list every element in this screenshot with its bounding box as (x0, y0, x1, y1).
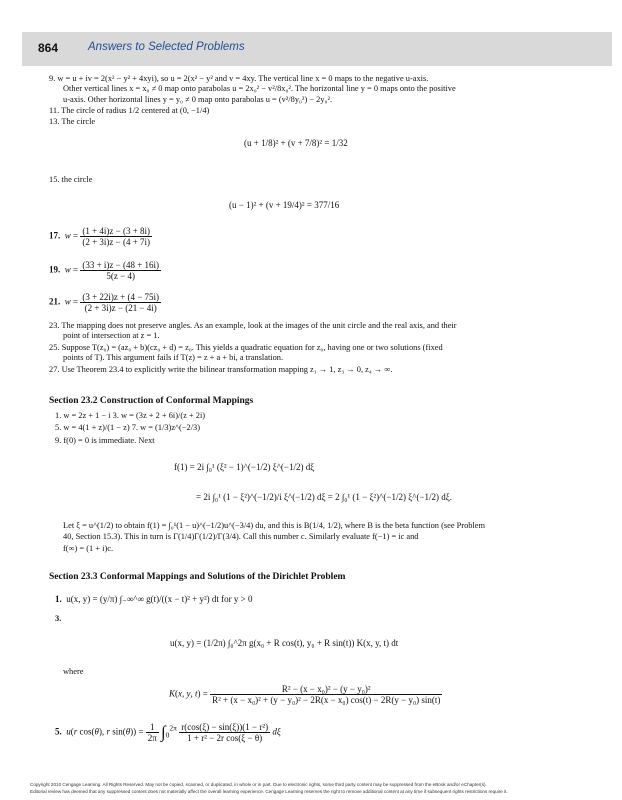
kernel-numerator: R² − (x − x₀)² − (y − y₀)² (210, 684, 442, 695)
equation-13-rhs: = 1/32 (324, 138, 348, 148)
eq21-numerator: (3 + 22i)z + (4 − 75i) (82, 292, 160, 302)
equation-13 (244, 138, 348, 148)
s233-problem-5: 5. u(r cos(θ), r sin(θ)) = $\frac{1}{2\pi}$ $\int_0^{2\pi}$ $\frac{\text{r(cos(ξ) − sin(ξ))(1 − r²)}}{\text{1 + r² − 2r cos(ξ − θ)}}$ dξ (55, 722, 281, 743)
let-line-3: f(∞) = (1 + i)c. (63, 544, 114, 553)
problem-15: 15. the circle (49, 175, 93, 184)
equation-15-lhs: (u − 1)² + (v + 19/4)² (229, 200, 305, 210)
s232-problem-9: 9. f(0) = 0 is immediate. Next (55, 436, 155, 445)
problem-21: 21. w = $\frac{(3 + 22i)z + (4 - 75i)}{(2 + 3i)z - (21 - 4i)}$ (49, 292, 160, 313)
f1-line-2: = 2i ∫₀¹ (1 − ξ²)^(−1/2)/i ξ^(−1/2) dξ = 2 ∫₀¹ (1 − ξ²)^(−1/2) ξ^(−1/2) dξ. (196, 492, 453, 502)
problem-11: 11. The circle of radius 1/2 centered at (0, −1/4) (49, 106, 210, 115)
u3-equation: u(x, y) = (1/2π) ∫₀^2π g(x₀ + R cos(t), y₀ + R sin(t)) K(x, y, t) dt (170, 638, 399, 648)
let-line-1: Let ξ = u^(1/2) to obtain f(1) = ∫₀¹(1 − u)^(−1/2)u^(−3/4) du, and this is B(1/4, 1/2), where B is the beta function (see Problem (63, 521, 486, 530)
eq17-numerator: (1 + 4i)z − (3 + 8i) (82, 226, 151, 236)
problem-25-line-1: 25. Suppose T(z₀) = (az₀ + b)(cz₀ + d) = z₀. This yields a quadratic equation for z₀, having one or two solutions (fixed (49, 343, 443, 352)
page-number: 864 (38, 41, 59, 55)
eq21-denominator: (2 + 3i)z − (21 − 4i) (84, 303, 157, 313)
s233-problem-1: 1. u(x, y) = (y/π) ∫₋∞^∞ g(t)/((x − t)² + y²) dt for y > 0 (55, 594, 253, 604)
eq17-denominator: (2 + 3i)z − (4 + 7i) (82, 237, 151, 247)
problem-9-line-2: Other vertical lines x = x₀ ≠ 0 map onto parabolas u = 2x₀² − v²/8x₀². The horizontal line y = 0 maps onto the positive (63, 84, 456, 93)
equation-15-rhs: = 377/16 (306, 200, 340, 210)
p5-numerator: r(cos(ξ) − sin(ξ))(1 − r²) (181, 722, 269, 732)
section-23-3-heading: Section 23.3 Conformal Mappings and Solutions of the Dirichlet Problem (49, 572, 346, 582)
problem-25-line-2: points of T). This argument fails if T(z) = z + a + bi, a translation. (63, 353, 284, 362)
where-label: where (63, 667, 84, 676)
equation-13-lhs: (u + 1/8)² + (v + 7/8)² (244, 138, 323, 148)
s232-problems-5-7: 5. w = 4(1 + z)/(1 − z) 7. w = (1/3)z^(−2/3) (55, 423, 200, 432)
p5-denominator: 1 + r² − 2r cos(ξ − θ) (187, 733, 263, 743)
eq19-numerator: (33 + i)z − (48 + 16i) (82, 260, 160, 270)
copyright-line-1: Copyright 2010 Cengage Learning. All Rights Reserved. May not be copied, scanned, or duplicated, in whole or in part. Due to electronic rights, some third party content may be suppressed from the eBook and/or eChapter(s). (30, 782, 487, 787)
problem-27: 27. Use Theorem 23.4 to explicitly write the bilinear transformation mapping z₁ → 1, z₃ → 0, z₄ → ∞. (49, 365, 393, 374)
problem-23-line-2: point of intersection at z = 1. (63, 331, 160, 340)
problem-17: 17. w = $\frac{(1 + 4i)z - (3 + 8i)}{(2 + 3i)z - (4 + 7i)}$ (49, 226, 151, 247)
eq19-denominator: 5(z − 4) (106, 271, 135, 281)
s233-problem-3-label: 3. (55, 614, 62, 623)
problem-23-line-1: 23. The mapping does not preserve angles. As an example, look at the images of the unit circle and the real axis, and their (49, 321, 457, 330)
kernel-equation: K(x, y, t) = R² − (x − x₀)² − (y − y₀)² R² + (x − x₀)² + (y − y₀)² − 2R(x − x₀) cos(t) − 2R(y − y₀) sin(t) (169, 684, 441, 705)
problem-19: 19. w = $\frac{(33 + i)z - (48 + 16i)}{5(z - 4)}$ (49, 260, 160, 281)
problem-9-line-1: 9. w = u + iv = 2(x² − y² + 4xyi), so u = 2(x² − y² and v = 4xy. The vertical line x = 0 maps to the negative u-axis. (49, 74, 429, 83)
equation-15 (229, 200, 339, 210)
f1-line-1: f(1) = 2i ∫₀¹ (ξ² − 1)^(−1/2) ξ^(−1/2) dξ (174, 462, 315, 472)
let-line-2: 40, Section 15.3). This in turn is Γ(1/4)Γ(1/2)/Γ(3/4). Call this number c. Similarly evaluate f(−1) = ic and (63, 532, 419, 541)
running-title: Answers to Selected Problems (88, 41, 245, 53)
problem-9-line-3: u-axis. Other horizontal lines y = y₀ ≠ 0 map onto parabolas u = (v²/8y₀²) − 2y₀². (63, 95, 333, 104)
s232-problems-1-3: 1. w = 2z + 1 − i 3. w = (3z + 2 + 6i)/(z + 2i) (55, 411, 206, 420)
problem-13: 13. The circle (49, 117, 96, 126)
copyright-line-2: Editorial review has deemed that any suppressed content does not materially affect the overall learning experience. Cengage Learning reserves the right to remove additional content at any time if subsequent rights restrictions require it. (30, 789, 508, 794)
section-23-2-heading: Section 23.2 Construction of Conformal Mappings (49, 396, 254, 406)
u1-equation: u(x, y) = (y/π) ∫₋∞^∞ g(t)/((x − t)² + y²) dt for y > 0 (66, 594, 253, 604)
kernel-denominator: R² + (x − x₀)² + (y − y₀)² − 2R(x − x₀) cos(t) − 2R(y − y₀) sin(t) (212, 695, 441, 705)
